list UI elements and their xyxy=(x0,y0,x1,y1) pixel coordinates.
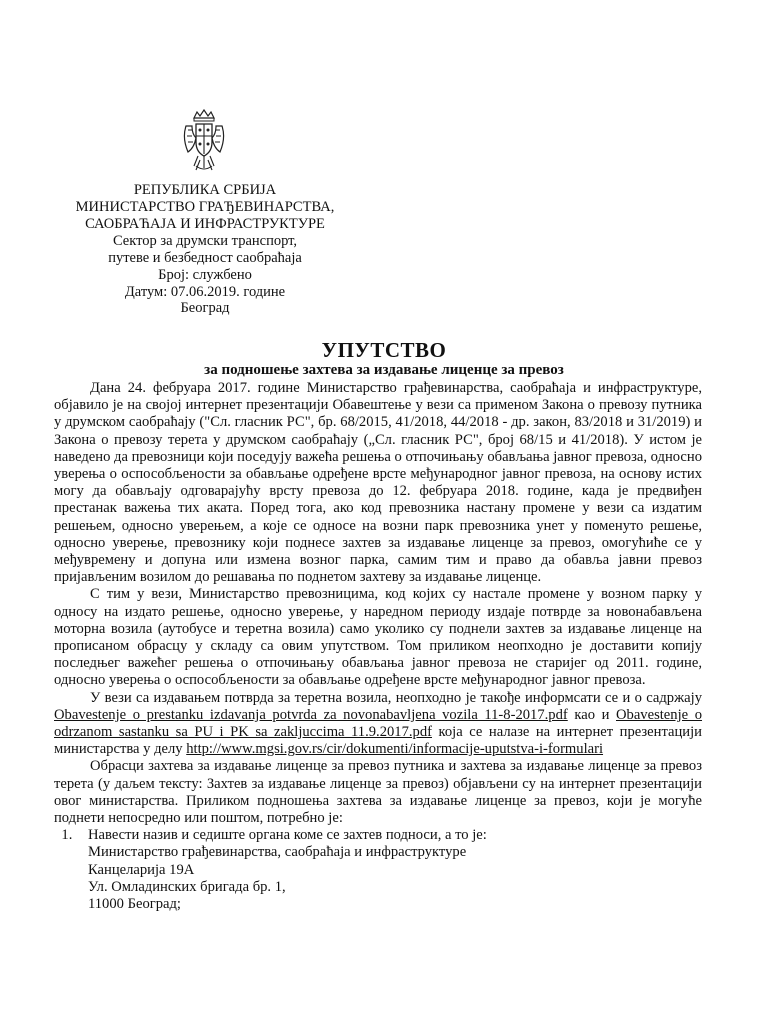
ministry-address xyxy=(88,844,702,913)
address-line-ministry: Министарство грађевинарства, саобраћаја и инфраструктуре xyxy=(88,844,467,861)
header-ministry-line2: САОБРАЋАЈА И ИНФРАСТРУКТУРЕ xyxy=(85,216,325,232)
paragraph-text: као и xyxy=(567,706,616,723)
header-sector-line2: путеве и безбедност саобраћаја xyxy=(108,250,302,266)
paragraph-forms: Обрасци захтева за издавање лиценце за превоз путника и захтева за издавање лиценце за превоз терета (у даљем тексту: Захтев за издавање лиценце за превоз) објављени су на интернет презентацији овог министарства. Приликом подношења захтева за издавање лиценце за превоз, који је могуће поднети непосредно или поштом, потребно је: xyxy=(54,758,702,827)
coat-of-arms-emblem xyxy=(180,108,228,174)
list-item-text: Навести назив и седиште органа коме се захтев подноси, а то је: xyxy=(88,827,487,844)
meeting-pdf-link[interactable]: Obavestenje o odrzanom sastanku sa PU i PK sa zakljuccima 11.9.2017.pdf xyxy=(54,706,703,741)
document-subtitle: за подношење захтева за издавање лиценце за превоз xyxy=(204,362,564,378)
paragraph-text: која се налазе на интернет презентацији министарства у делу xyxy=(54,724,702,758)
address-line-street: Ул. Омладинских бригада бр. 1, xyxy=(88,878,286,895)
paragraph-text: У вези са издавањем потврда за теретна возила, неопходно је такође информсати се и о садржају xyxy=(90,689,702,706)
paragraph-intro: Дана 24. фебруара 2017. године Министарство грађевинарства, саобраћаја и инфраструктуре, објавило је на својој интернет презентацији Обавештење у вези са применом Закона о превозу путника у друмском саобраћају ("Сл. гласник РС", бр. 68/2015, 41/2018, 44/2018 - др. закон, 83/2018 и 31/2019) и Закона о превозу терета у друмском саобраћају („Сл. гласник РС", број 68/15 и 41/2018). У истом је наведено да превозници који поседују важећа решења о отпочињању обављања јавног превоза, односно уверења о оспособљености за обављање одређене врсте међународног јавног превоза, на основу истих могу да обављају одговарајућу врсту превоза до 12. фебруара 2018. године, када је предвиђен престанак важења тих аката. Поред тога, ако код превозника настану промене у вези са издатим решењем, односно уверењем, а које се односе на возни парк превозника унет у поменуто решење, односно уверење, превознику који поднесе захтев за издавање лиценце за превоз, омогућиће се у међувремену и допуна или измена возног парка, самим тим и право да обавља јавни превоз пријављеним возилом до решавања по поднетом захтеву за издавање лиценце. xyxy=(54,380,702,586)
ministry-forms-url-link[interactable]: http://www.mgsi.gov.rs/cir/dokumenti/informacije-uputstva-i-formulari xyxy=(186,741,604,758)
header-reference-number: Број: службено xyxy=(158,267,252,283)
issuer-header-date xyxy=(40,284,370,301)
paragraph-freight-vehicles xyxy=(54,690,702,759)
issuer-header-city xyxy=(40,300,370,317)
header-ministry-line1: МИНИСТАРСТВО ГРАЂЕВИНАРСТВА, xyxy=(75,199,335,215)
header-city: Београд xyxy=(180,300,230,316)
paragraph-confirmations: С тим у вези, Министарство превозницима, код којих су настале промене у возном парку у односу на издато решење, односно уверење, у наредном периоду издаје потврде за новонабављена моторна возила (аутобусе и теретна возила) само уколико су поднели захтев за издавање лиценце на прописаном обрасцу у складу са овим упутством. Том приликом неопходно је доставити копију последњег важећег решења о отпочињању обављања јавног превоза не старијег од 2011. године, односно уверења о оспособљености за обављање одређене врсте међународног јавног превоза. xyxy=(54,586,702,689)
issuer-header-ministry xyxy=(40,199,370,216)
issuer-header-sector-2 xyxy=(40,250,370,267)
issuer-header xyxy=(40,182,370,199)
header-date: Датум: 07.06.2019. године xyxy=(124,284,286,300)
issuer-header-number xyxy=(40,267,370,284)
header-sector-line1: Сектор за друмски транспорт, xyxy=(112,233,298,249)
issuer-header-ministry-2 xyxy=(40,216,370,233)
address-line-office: Канцеларија 19А xyxy=(88,861,195,878)
header-republic: РЕПУБЛИКА СРБИЈА xyxy=(133,182,277,198)
document-title: УПУТСТВО xyxy=(321,338,447,362)
notice-pdf-link[interactable]: Obavestenje o prestanku izdavanja potvrda za novonabavljena vozila 11-8-2017.pdf xyxy=(54,706,568,723)
document-body xyxy=(54,380,702,913)
address-line-city: 11000 Београд; xyxy=(88,896,181,913)
requirements-list xyxy=(54,827,702,844)
issuer-header-sector xyxy=(40,233,370,250)
list-item xyxy=(76,827,702,844)
